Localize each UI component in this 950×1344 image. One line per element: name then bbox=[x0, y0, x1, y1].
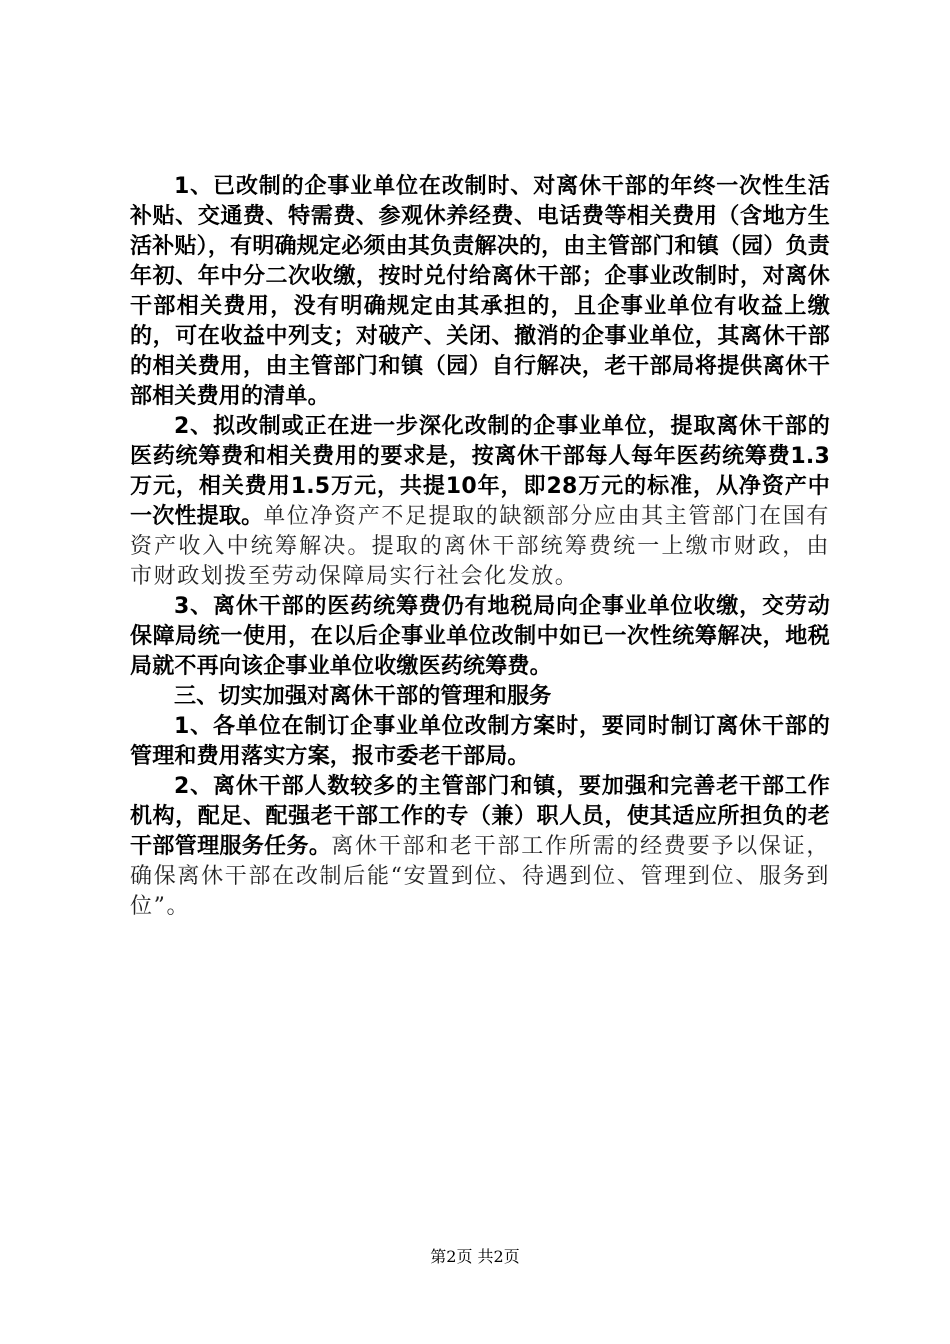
paragraph-5-continuation: 离休干部和老干部工作所需的经费要予以保证，确保离休干部在改制后能“安置到位、待遇到位、管理到位、服务到位”。 bbox=[130, 834, 830, 919]
paragraph-4-text: 1、各单位在制订企事业单位改制方案时，要同时制订离休干部的管理和费用落实方案，报市委老干部局。 bbox=[130, 714, 830, 769]
paragraph-2-continuation: 单位净资产不足提取的缺额部分应由其主管部门在国有资产收入中统筹解决。提取的离休干部统筹费统一上缴市财政，由市财政划拨至劳动保障局实行社会化发放。 bbox=[130, 504, 830, 589]
paragraph-2-text: 2、拟改制或正在进一步深化改制的企事业单位，提取离休干部的医药统筹费和相关费用的要求是，按离休干部每人每年医药统筹费1.3万元，相关费用1.5万元，共提10年，即28万元的标准，从净资产中一次性提取。 bbox=[130, 414, 830, 529]
section-heading-text: 三、切实加强对离休干部的管理和服务 bbox=[174, 684, 552, 709]
paragraph-4 bbox=[130, 712, 830, 772]
section-heading bbox=[130, 682, 830, 712]
paragraph-5 bbox=[130, 772, 830, 922]
paragraph-3-text: 3、离休干部的医药统筹费仍有地税局向企事业单位收缴，交劳动保障局统一使用，在以后企事业单位改制中如已一次性统筹解决，地税局就不再向该企事业单位收缴医药统筹费。 bbox=[130, 594, 830, 679]
page-footer: 第2页 共2页 bbox=[430, 1247, 520, 1266]
document-body bbox=[130, 172, 830, 922]
paragraph-3 bbox=[130, 592, 830, 682]
paragraph-1 bbox=[130, 172, 830, 412]
paragraph-1-text: 1、已改制的企事业单位在改制时、对离休干部的年终一次性生活补贴、交通费、特需费、参观休养经费、电话费等相关费用（含地方生活补贴），有明确规定必须由其负责解决的，由主管部门和镇（园）负责年初、年中分二次收缴，按时兑付给离休干部；企事业改制时，对离休干部相关费用，没有明确规定由其承担的，且企事业单位有收益上缴的，可在收益中列支；对破产、关闭、撤消的企事业单位，其离休干部的相关费用，由主管部门和镇（园）自行解决，老干部局将提供离休干部相关费用的清单。 bbox=[130, 174, 830, 409]
paragraph-2 bbox=[130, 412, 830, 592]
paragraph-5-text: 2、离休干部人数较多的主管部门和镇，要加强和完善老干部工作机构，配足、配强老干部工作的专（兼）职人员，使其适应所担负的老干部管理服务任务。 bbox=[130, 774, 830, 859]
